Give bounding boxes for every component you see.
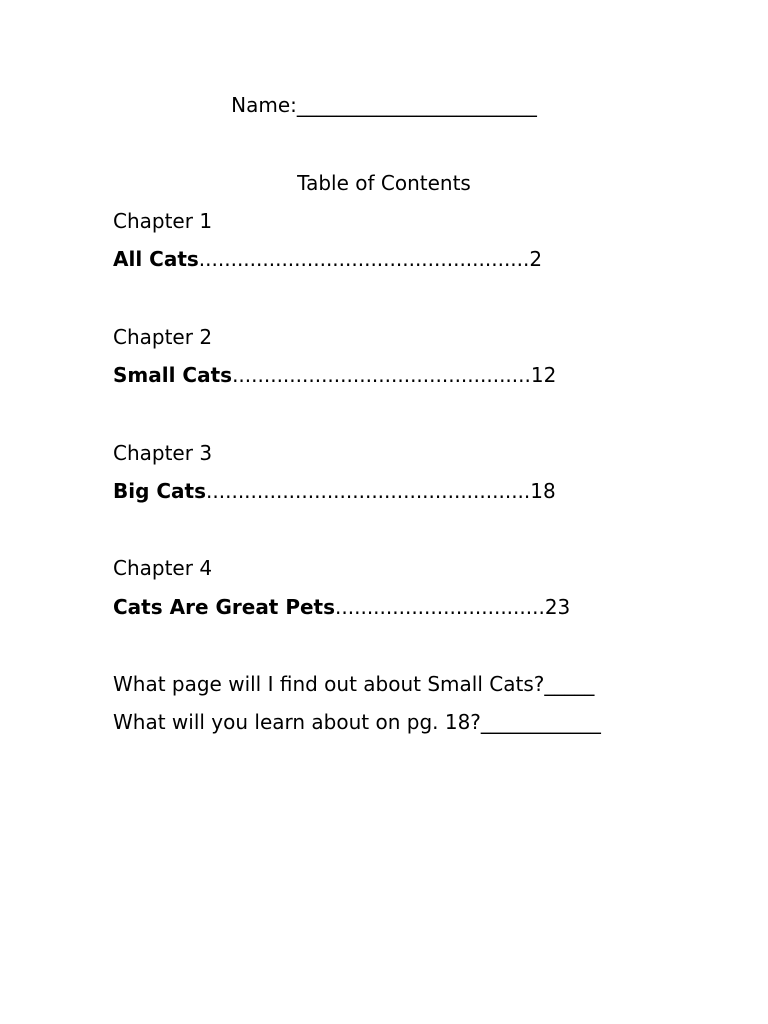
answer-blank: ____________ (480, 710, 601, 734)
name-label: Name: (231, 93, 297, 117)
toc-entry-title: Big Cats (113, 479, 207, 503)
toc-entry (113, 478, 556, 504)
question-text: What will you learn about on pg. 18? (113, 710, 481, 734)
toc-entry-title: All Cats (113, 247, 199, 271)
toc-leader: ............................................... (232, 363, 531, 387)
toc-leader: ................................. (335, 595, 545, 619)
answer-blank: _____ (544, 672, 595, 696)
question-text: What page will I find out about Small Cats? (113, 672, 545, 696)
toc-entry (113, 362, 556, 388)
toc-entry (113, 594, 570, 620)
toc-page-number: 12 (530, 363, 557, 387)
toc-leader: ................................................... (206, 479, 531, 503)
question (113, 671, 594, 697)
name-line (0, 92, 768, 118)
toc-page-number: 2 (529, 247, 543, 271)
toc-entry (113, 246, 542, 272)
question (113, 709, 601, 735)
chapter-label: Chapter 1 (113, 209, 213, 233)
chapter-label: Chapter 4 (113, 556, 213, 580)
page-title: Table of Contents (297, 171, 471, 195)
toc-page-number: 18 (530, 479, 556, 503)
name-blank: ________________________ (296, 93, 537, 117)
toc-leader: .................................................... (198, 247, 530, 271)
toc-entry-title: Small Cats (113, 363, 233, 387)
chapter-label: Chapter 3 (113, 441, 213, 465)
chapter-label: Chapter 2 (113, 325, 213, 349)
toc-page-number: 23 (544, 595, 571, 619)
toc-entry-title: Cats Are Great Pets (113, 595, 336, 619)
